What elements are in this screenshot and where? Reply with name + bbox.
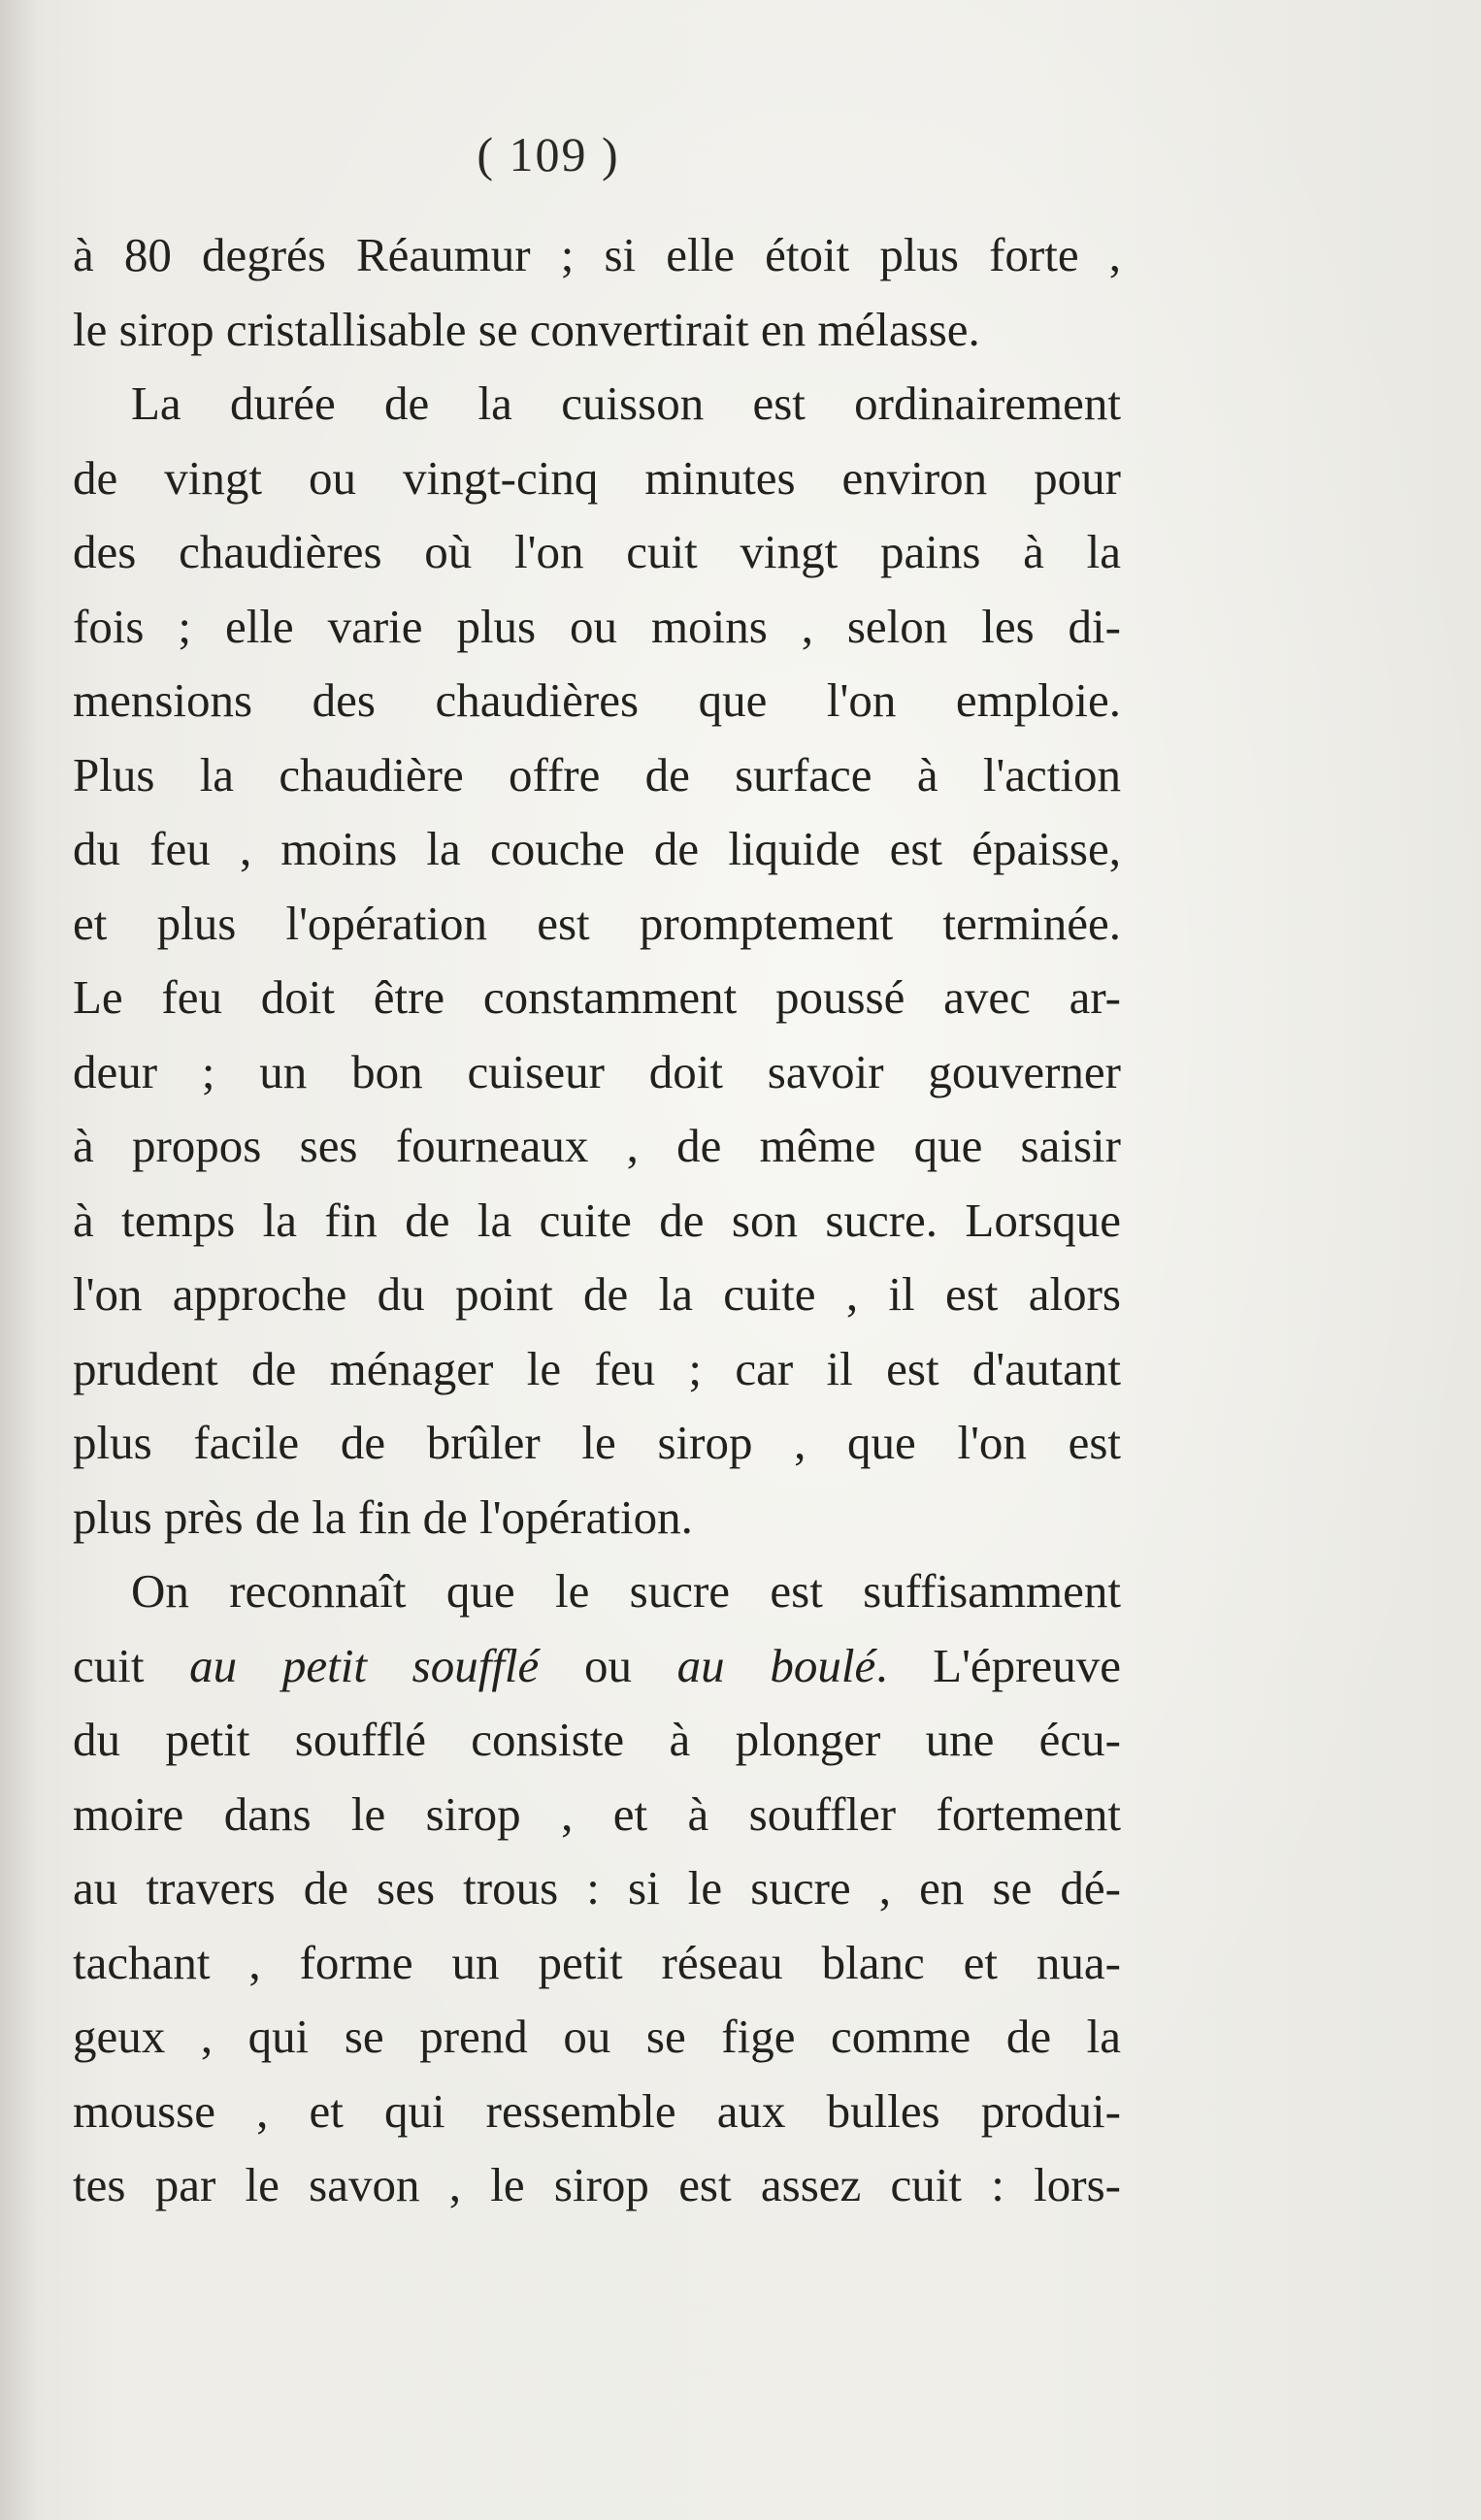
text-line: et plus l'opération est promptement terminée. [73,896,1121,950]
text-line: du petit soufflé consiste à plonger une écu- [73,1713,1121,1766]
text-line: à propos ses fourneaux , de même que saisir [73,1119,1121,1172]
text-line: mensions des chaudières que l'on emploie. [73,673,1121,727]
text-line: au travers de ses trous : si le sucre , en se dé- [73,1861,1121,1915]
text-line: l'on approche du point de la cuite , il est alors [73,1267,1121,1321]
text-line: prudent de ménager le feu ; car il est d'autant [73,1341,1121,1395]
text-line: deur ; un bon cuiseur doit savoir gouverner [73,1044,1121,1098]
italic-term: au petit soufflé [189,1638,540,1692]
text-line: plus facile de brûler le sirop , que l'on est [73,1416,1121,1469]
body-text [73,218,1121,2223]
text-line: Le feu doit être constamment poussé avec ar- [73,970,1121,1024]
text-line: On reconnaît que le sucre est suffisamment [131,1564,1121,1618]
text-line: plus près de la fin de l'opération. [73,1489,693,1544]
text-line: fois ; elle varie plus ou moins , selon les di- [73,599,1121,653]
text-line: de vingt ou vingt-cinq minutes environ pour [73,450,1121,505]
text-line: geux , qui se prend ou se fige comme de la [73,2010,1121,2063]
text-run: . L'épreuve [875,1638,1121,1692]
text-line-with-italics [73,1629,1121,1704]
text-line: moire dans le sirop , et à souffler fortement [73,1786,1121,1841]
page-edge-shadow [0,0,39,2520]
text-run: ou [539,1638,677,1692]
text-line: Plus la chaudière offre de surface à l'action [73,747,1121,802]
text-line: La durée de la cuisson est ordinairement [131,376,1121,430]
italic-term: au boulé [676,1638,876,1692]
text-line: du feu , moins la couche de liquide est épaisse, [73,822,1121,875]
text-line: des chaudières où l'on cuit vingt pains à la [73,525,1121,578]
text-run: cuit [73,1638,190,1692]
page-number: ( 109 ) [477,127,620,181]
text-line: à temps la fin de la cuite de son sucre. Lorsque [73,1193,1121,1247]
text-line: tes par le savon , le sirop est assez cuit : lors- [73,2158,1121,2211]
text-line: le sirop cristallisable se convertirait en mélasse. [73,302,980,356]
text-line: mousse , et qui ressemble aux bulles produi- [73,2083,1121,2138]
text-line: à 80 degrés Réaumur ; si elle étoit plus forte , [73,228,1121,281]
text-line: tachant , forme un petit réseau blanc et nua- [73,1935,1121,1989]
